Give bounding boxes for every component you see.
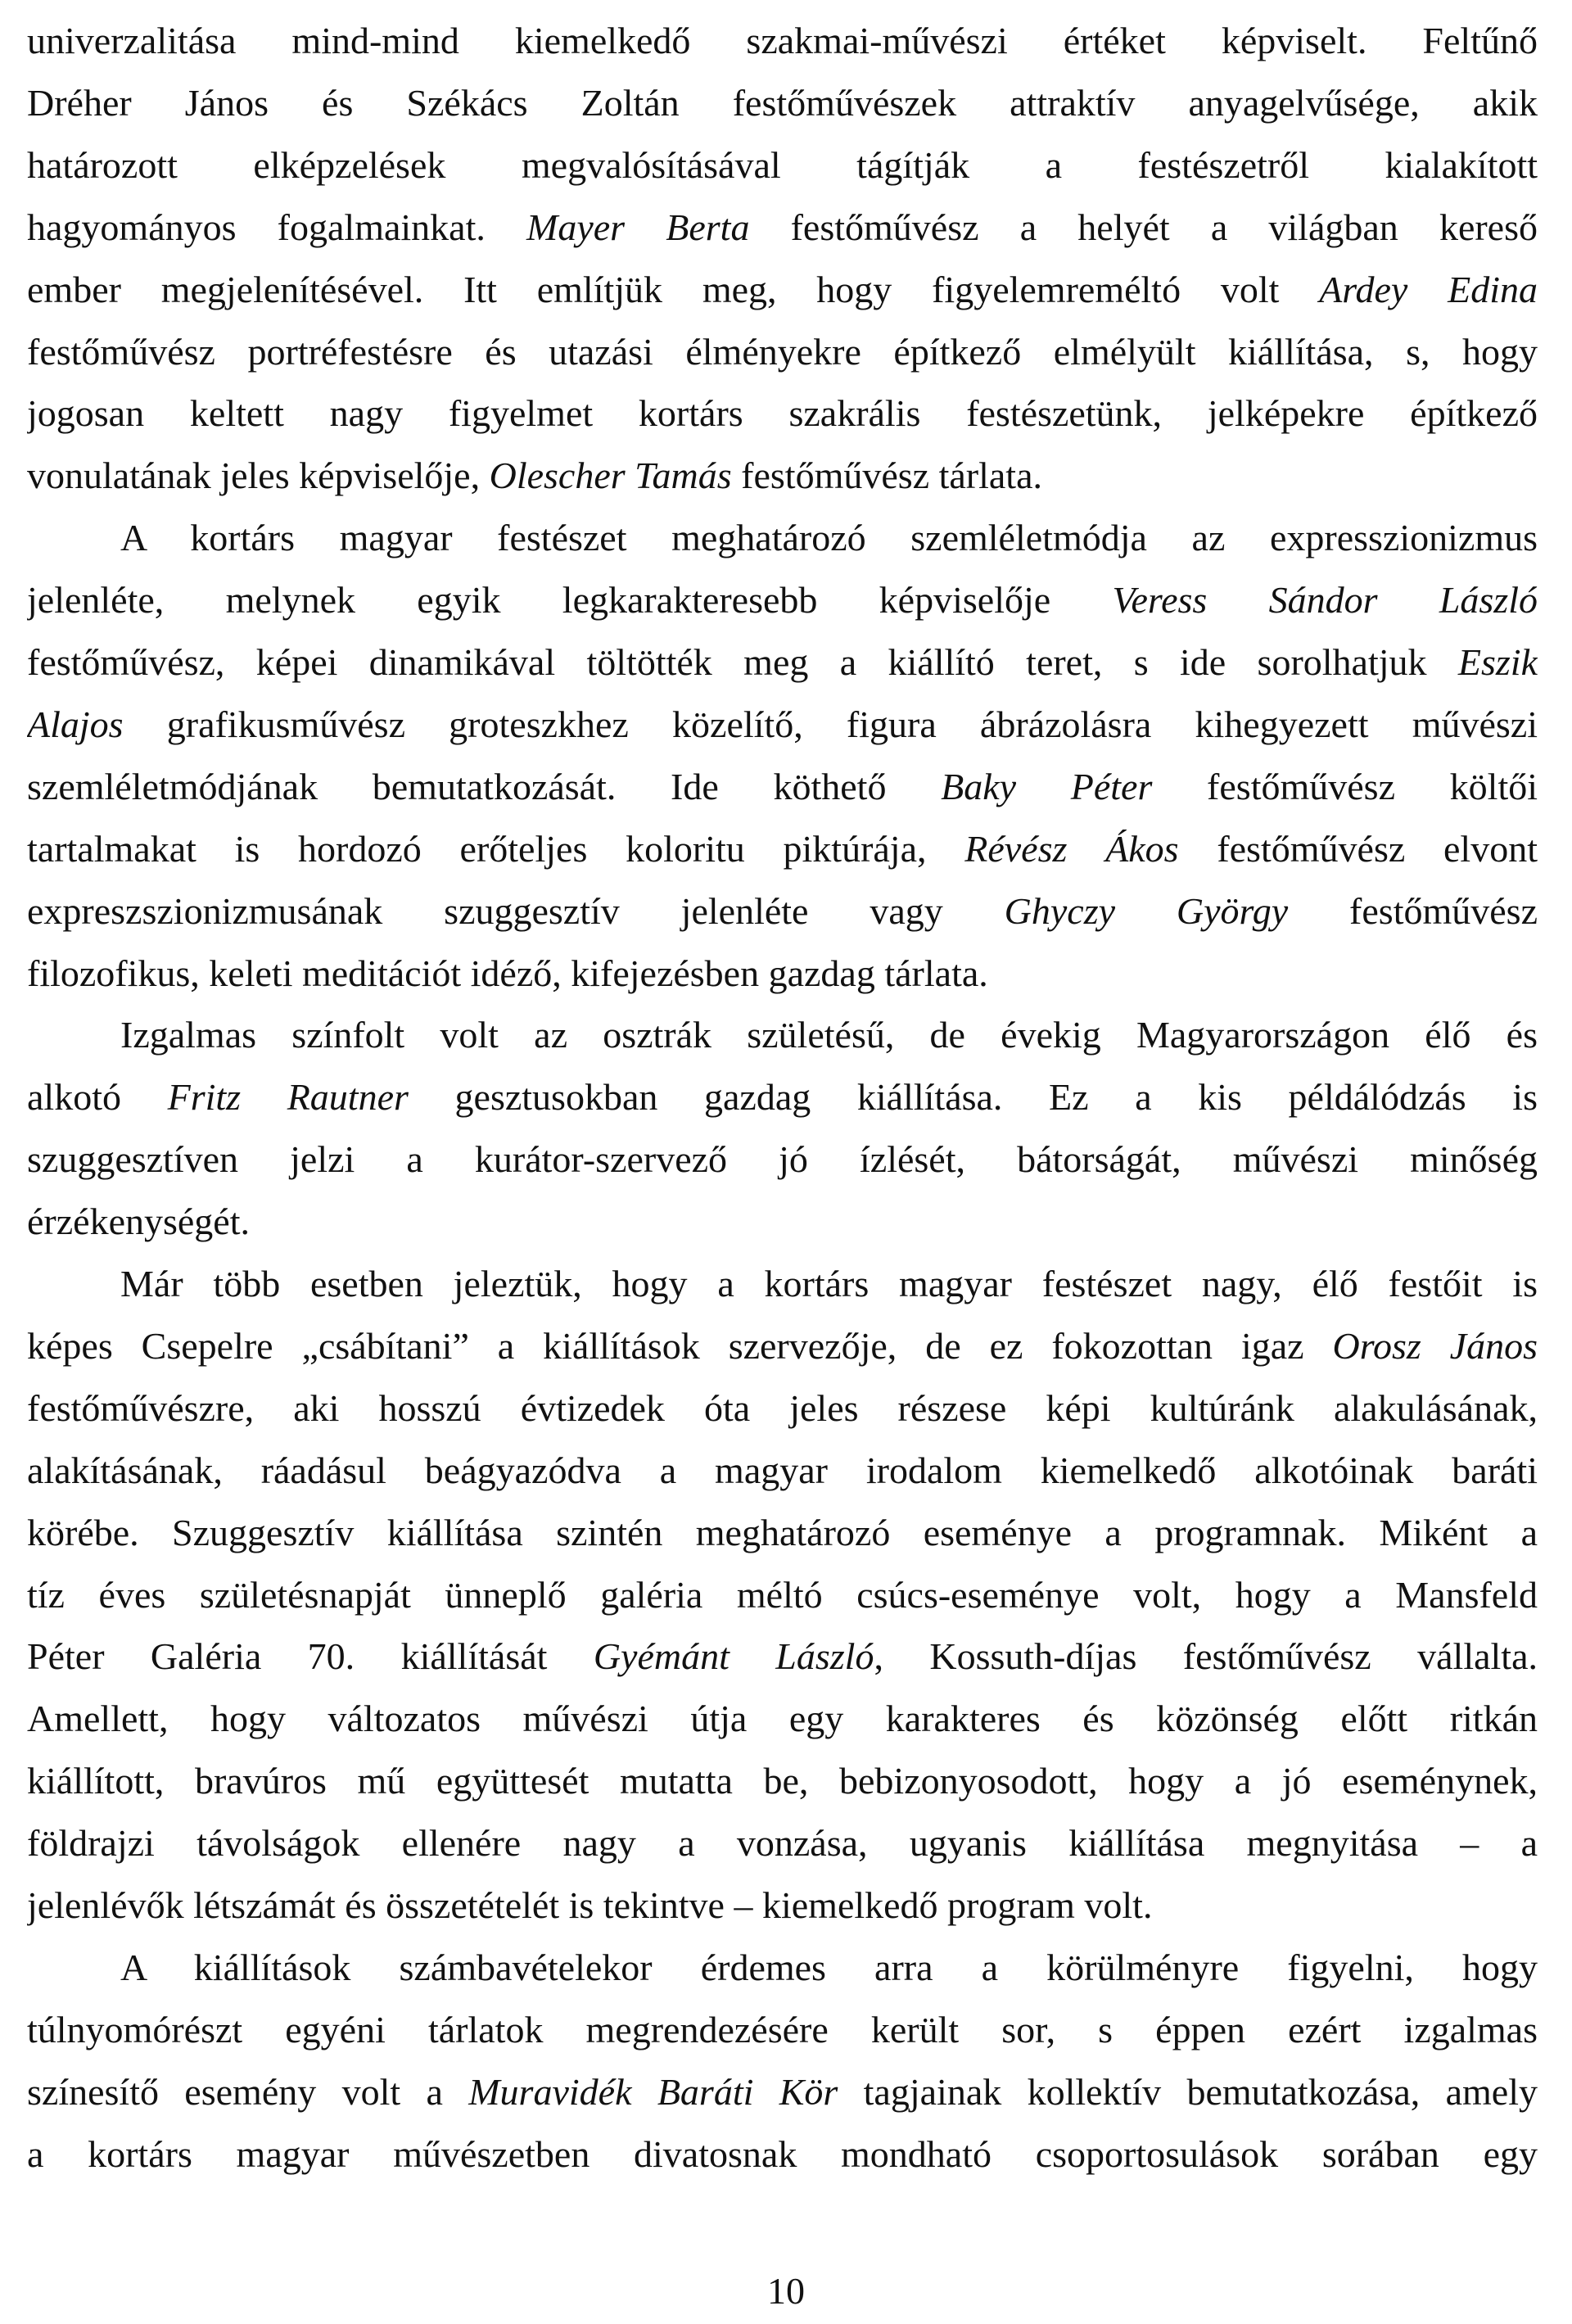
text-line: [120, 1253, 1538, 1315]
text-segment: A kiállítások számbavételekor érdemes arra a körülményre figyelni, hogy: [120, 1946, 1538, 1988]
text-segment: érzékenységét.: [27, 1200, 251, 1243]
text-line: [27, 1066, 1538, 1128]
text-line: [27, 631, 1538, 694]
text-segment: festőművész: [1288, 889, 1538, 932]
text-segment: jelenléte, melynek egyik legkarakteresebb képviselője: [27, 579, 1113, 622]
text-line: [27, 943, 1538, 1005]
text-line: [27, 1750, 1538, 1812]
text-segment: festőművész portréfestésre és utazási élményekre építkező elmélyült kiállítása, s, hogy: [27, 330, 1538, 373]
text-line: [27, 382, 1538, 445]
text-segment: alakításának, ráadásul beágyazódva a magyar irodalom kiemelkedő alkotóinak baráti: [27, 1449, 1538, 1491]
text-segment: festőművészre, aki hosszú évtizedek óta jeles részese képi kultúránk alakulásának,: [27, 1386, 1538, 1429]
italic-name: Eszik: [1457, 641, 1538, 683]
text-segment: Dréher János és Székács Zoltán festőművészek attraktív anyagelvűsége, akik: [27, 81, 1538, 124]
text-line: [27, 756, 1538, 818]
text-line: [27, 1128, 1538, 1191]
italic-name: Mayer Berta: [526, 206, 750, 248]
text-line: [27, 1564, 1538, 1626]
text-segment: festőművész költői: [1152, 765, 1538, 807]
text-line: [27, 694, 1538, 756]
italic-name: Gyémánt László: [593, 1635, 874, 1678]
text-line: [120, 1937, 1538, 1999]
text-line: [27, 1874, 1538, 1937]
text-segment: festőművész tárlata.: [731, 454, 1042, 497]
text-segment: tartalmakat is hordozó erőteljes koloritu piktúrája,: [27, 827, 965, 870]
text-line: [27, 72, 1538, 134]
text-line: [27, 1625, 1538, 1688]
text-segment: festőművész a helyét a világban kereső: [749, 206, 1538, 248]
text-line: [27, 1999, 1538, 2061]
text-segment: a kortárs magyar művészetben divatosnak mondható csoportosulások sorában egy: [27, 2132, 1538, 2175]
text-segment: hagyományos fogalmainkat.: [27, 206, 527, 248]
italic-name: Révész Ákos: [964, 827, 1179, 870]
text-segment: túlnyomórészt egyéni tárlatok megrendezésére került sor, s éppen ezért izgalmas: [27, 2008, 1538, 2050]
text-line: [27, 880, 1538, 943]
text-line: [27, 259, 1538, 321]
text-line: [27, 1812, 1538, 1874]
text-segment: földrajzi távolságok ellenére nagy a vonzása, ugyanis kiállítása megnyitása – a: [27, 1822, 1538, 1865]
italic-name: Baky Péter: [941, 765, 1153, 807]
italic-name: Olescher Tamás: [489, 454, 732, 497]
text-line: [120, 1004, 1538, 1066]
text-segment: szuggesztíven jelzi a kurátor-szervező jó ízlését, bátorságát, művészi minőség: [27, 1138, 1538, 1181]
text-segment: filozofikus, keleti meditációt idéző, kifejezésben gazdag tárlata.: [27, 952, 988, 994]
text-line: [27, 321, 1538, 383]
text-line: [27, 1191, 1538, 1253]
text-segment: színesítő esemény volt a: [27, 2070, 469, 2113]
text-segment: kiállított, bravúros mű együttesét mutatta be, bebizonyosodott, hogy a jó eseménynek,: [27, 1760, 1538, 1802]
text-line: [27, 197, 1538, 259]
text-segment: festőművész elvont: [1178, 827, 1538, 870]
page-number: 10: [767, 2270, 805, 2312]
text-segment: alkotó: [27, 1076, 168, 1119]
text-segment: szemléletmódjának bemutatkozását. Ide köthető: [27, 765, 942, 807]
text-line: [120, 507, 1538, 569]
text-line: [27, 134, 1538, 197]
text-segment: A kortárs magyar festészet meghatározó szemléletmódja az expresszionizmus: [120, 517, 1538, 559]
text-segment: tíz éves születésnapját ünneplő galéria méltó csúcs-eseménye volt, hogy a Mansfeld: [27, 1573, 1538, 1616]
text-segment: ember megjelenítésével. Itt említjük meg, hogy figyelemreméltó volt: [27, 268, 1320, 310]
text-line: [27, 1440, 1538, 1502]
italic-name: Orosz János: [1332, 1324, 1538, 1367]
italic-name: Fritz Rautner: [167, 1076, 409, 1119]
text-line: [27, 10, 1538, 72]
italic-name: Muravidék Baráti Kör: [468, 2070, 838, 2113]
text-segment: Amellett, hogy változatos művészi útja egy karakteres és közönség előtt ritkán: [27, 1698, 1538, 1740]
text-segment: körébe. Szuggesztív kiállítása szintén meghatározó eseménye a programnak. Miként a: [27, 1511, 1538, 1553]
text-segment: vonulatának jeles képviselője,: [27, 454, 490, 497]
text-segment: jelenlévők létszámát és összetételét is tekintve – kiemelkedő program volt.: [27, 1884, 1153, 1926]
text-line: [27, 818, 1538, 880]
italic-name: Alajos: [27, 703, 124, 745]
text-line: [27, 2123, 1538, 2186]
text-segment: képes Csepelre „csábítani” a kiállítások szervezője, de ez fokozottan igaz: [27, 1324, 1333, 1367]
text-line: [27, 1377, 1538, 1440]
text-line: [27, 569, 1538, 631]
text-segment: grafikusművész groteszkhez közelítő, figura ábrázolásra kihegyezett művészi: [123, 703, 1538, 745]
text-segment: Izgalmas színfolt volt az osztrák születésű, de évekig Magyarországon élő és: [120, 1014, 1538, 1056]
text-line: [27, 1688, 1538, 1750]
text-line: [27, 2061, 1538, 2123]
text-segment: gesztusokban gazdag kiállítása. Ez a kis példálódzás is: [408, 1076, 1538, 1119]
italic-name: Veress Sándor László: [1112, 579, 1538, 622]
text-segment: határozott elképzelések megvalósításával tágítják a festészetről kialakított: [27, 143, 1538, 186]
text-segment: Már több esetben jeleztük, hogy a kortárs magyar festészet nagy, élő festőit is: [120, 1263, 1538, 1304]
italic-name: Ghyczy György: [1004, 889, 1289, 932]
text-line: [27, 1502, 1538, 1564]
text-line: [27, 1315, 1538, 1377]
text-segment: expreszszionizmusának szuggesztív jelenléte vagy: [27, 889, 1005, 932]
text-segment: , Kossuth-díjas festőművész vállalta.: [874, 1635, 1538, 1678]
text-segment: Péter Galéria 70. kiállítását: [27, 1635, 594, 1678]
italic-name: Ardey Edina: [1319, 268, 1538, 310]
text-segment: tagjainak kollektív bemutatkozása, amely: [838, 2070, 1538, 2113]
text-segment: jogosan keltett nagy figyelmet kortárs szakrális festészetünk, jelképekre építkező: [27, 392, 1538, 435]
text-line: [27, 445, 1538, 507]
text-segment: univerzalitása mind-mind kiemelkedő szakmai-művészi értéket képviselt. Feltűnő: [27, 20, 1538, 61]
text-segment: festőművész, képei dinamikával töltötték meg a kiállító teret, s ide sorolhatjuk: [27, 641, 1458, 683]
